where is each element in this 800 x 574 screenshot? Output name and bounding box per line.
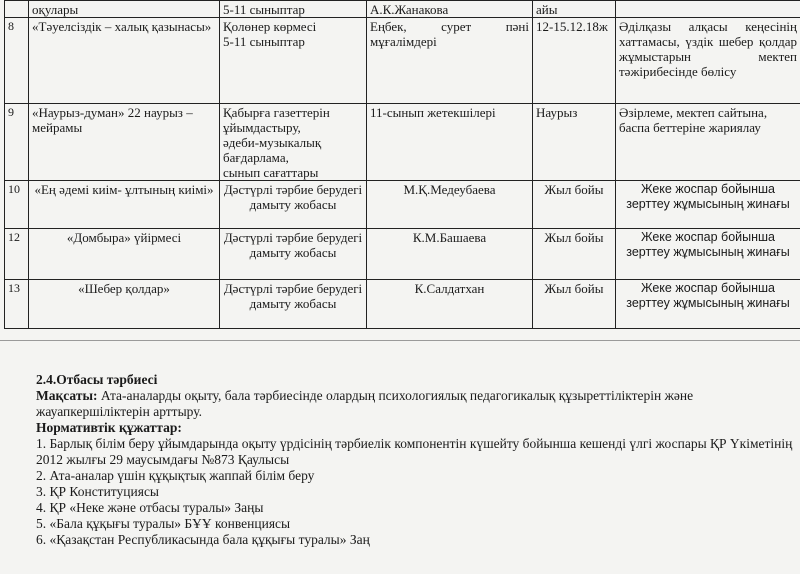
event-cell: «Ең әдемі киім- ұлтының киімі»	[29, 181, 220, 229]
goal-text: Ата-аналарды оқыту, бала тәрбиесінде олардың психологиялық педагогикалық құзыреттіліктерін және жауапкершіліктерін арттыру.	[36, 388, 694, 419]
responsible-cell: К.М.Башаева	[367, 229, 533, 280]
table-row	[5, 280, 800, 329]
event-cell: «Шебер қолдар»	[29, 280, 220, 329]
row-number: 8	[5, 18, 29, 104]
result-cell: Жеке жоспар бойынша зерттеу жұмысының жинағы	[616, 280, 800, 329]
row-number: 9	[5, 104, 29, 181]
list-item: 5. «Бала құқығы туралы» БҰҰ конвенциясы	[36, 516, 291, 531]
list-item: 4. ҚР «Неке және отбасы туралы» Заңы	[36, 500, 264, 515]
responsible-cell: Еңбек, сурет пәні мұғалімдері	[367, 18, 533, 104]
form-cell: Дәстүрлі тәрбие берудегі дамыту жобасы	[220, 229, 367, 280]
responsible-cell: 11-сынып жетекшілері	[367, 104, 533, 181]
row-number: 13	[5, 280, 29, 329]
table-row	[5, 229, 800, 280]
event-cell: «Наурыз-думан» 22 наурыз – мейрамы	[29, 104, 220, 181]
result-cell: Әділқазы алқасы кеңесінің хаттамасы, үздік шебер қолдар жұмыстарын мектеп тәжірибесінде бөлісу	[616, 18, 800, 104]
responsible-cell: М.Қ.Медеубаева	[367, 181, 533, 229]
list-item: 3. ҚР Конституциясы	[36, 484, 160, 499]
result-cell: Жеке жоспар бойынша зерттеу жұмысының жинағы	[616, 181, 800, 229]
time-cell: 12-15.12.18ж	[533, 18, 616, 104]
result-cell: Әзірлеме, мектеп сайтына, баспа беттеріне жариялау	[616, 104, 800, 181]
row-number: 12	[5, 229, 29, 280]
form-cell: Дәстүрлі тәрбие берудегі дамыту жобасы	[220, 181, 367, 229]
time-cell: Жыл бойы	[533, 181, 616, 229]
goal-paragraph	[36, 388, 796, 420]
events-table	[4, 0, 800, 329]
documents-label: Нормативтік құжаттар:	[36, 420, 182, 435]
documents-list	[36, 436, 796, 548]
table-row	[5, 181, 800, 229]
result-cell	[616, 1, 800, 18]
table-row	[5, 18, 800, 104]
goal-label: Мақсаты:	[36, 388, 98, 403]
table-row	[5, 1, 800, 18]
row-number	[5, 1, 29, 18]
event-cell: «Домбыра» үйірмесі	[29, 229, 220, 280]
time-cell: Наурыз	[533, 104, 616, 181]
form-cell: Қолөнер көрмесі 5-11 сыныптар	[220, 18, 367, 104]
responsible-cell: А.К.Жанакова	[367, 1, 533, 18]
section-heading: 2.4.Отбасы тәрбиесі	[36, 372, 158, 387]
list-item: 2. Ата-аналар үшін құқықтық жаппай білім беру	[36, 468, 315, 483]
section-divider	[0, 340, 800, 341]
list-item: 6. «Қазақстан Республикасында бала құқығы туралы» Заң	[36, 532, 370, 547]
result-cell: Жеке жоспар бойынша зерттеу жұмысының жинағы	[616, 229, 800, 280]
family-education-section	[36, 372, 796, 548]
time-cell: Жыл бойы	[533, 229, 616, 280]
form-cell: Дәстүрлі тәрбие берудегі дамыту жобасы	[220, 280, 367, 329]
event-cell: оқулары	[29, 1, 220, 18]
form-cell: Қабырға газеттерін ұйымдастыру, әдеби-музыкалық бағдарлама, сынып сағаттары	[220, 104, 367, 181]
event-cell: «Тәуелсіздік – халық қазынасы»	[29, 18, 220, 104]
row-number: 10	[5, 181, 29, 229]
form-cell: 5-11 сыныптар	[220, 1, 367, 18]
responsible-cell: К.Салдатхан	[367, 280, 533, 329]
list-item: 1. Барлық білім беру ұйымдарында оқыту үрдісінің тәрбиелік компонентін күшейту бойынша кешенді үлгі жоспары ҚР Үкіметінің 2012 жылғы 29 маусымдағы №873 Қаулысы	[36, 436, 793, 467]
time-cell: айы	[533, 1, 616, 18]
time-cell: Жыл бойы	[533, 280, 616, 329]
table-row	[5, 104, 800, 181]
